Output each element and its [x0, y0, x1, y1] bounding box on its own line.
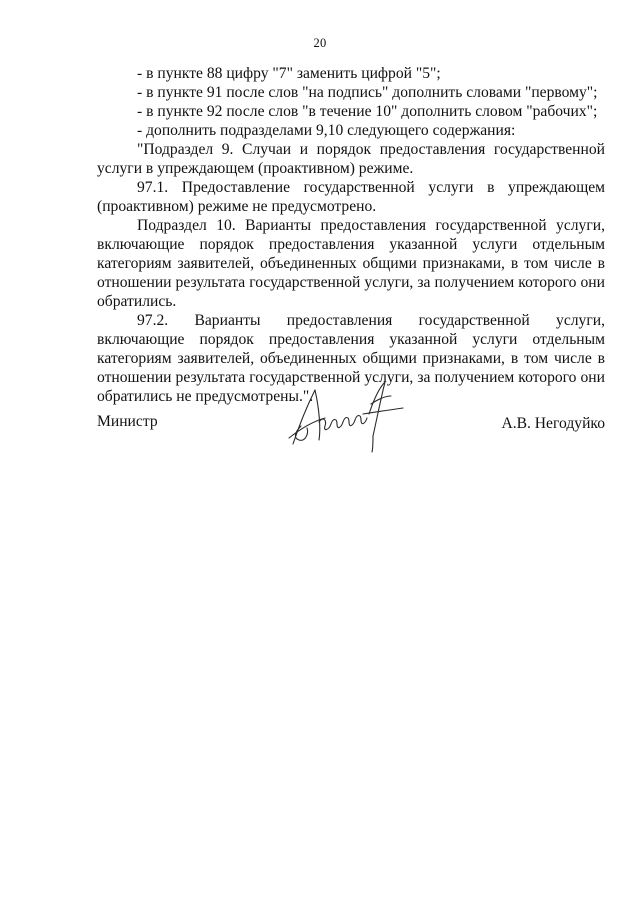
clause-97-2: 97.2. Варианты предоставления государственной услуги, включающие порядок предоставления указанной услуги отдельным категориям заявителей, объединенных общими признаками, в том числе в отношении результата государственной услуги, за получением которого они обратились не предусмотрены.".	[97, 312, 605, 405]
subsection-9-heading: "Подраздел 9. Случаи и порядок предоставления государственной услуги в упреждающем (проактивном) режиме.	[97, 141, 605, 177]
document-body	[97, 64, 605, 406]
amendment-item: - в пункте 92 после слов "в течение 10" дополнить словом "рабочих";	[137, 103, 598, 120]
page-number: 20	[313, 36, 327, 50]
signatory-title: Министр	[97, 413, 158, 430]
amendment-item: - дополнить подразделами 9,10 следующего содержания:	[137, 122, 516, 139]
clause-97-1: 97.1. Предоставление государственной услуги в упреждающем (проактивном) режиме не предусмотрено.	[97, 179, 605, 215]
handwritten-signature	[285, 378, 405, 458]
signature-block	[97, 410, 605, 450]
amendment-item: - в пункте 88 цифру "7" заменить цифрой "5";	[137, 65, 441, 82]
subsection-10-heading: Подраздел 10. Варианты предоставления государственной услуги, включающие порядок предоставления указанной услуги отдельным категориям заявителей, объединенных общими признаками, в том числе в отношении результата государственной услуги, за получением которого они обратились.	[97, 217, 605, 310]
amendment-item: - в пункте 91 после слов "на подпись" дополнить словами "первому";	[137, 84, 598, 101]
signatory-name: А.В. Негодуйко	[501, 415, 605, 432]
